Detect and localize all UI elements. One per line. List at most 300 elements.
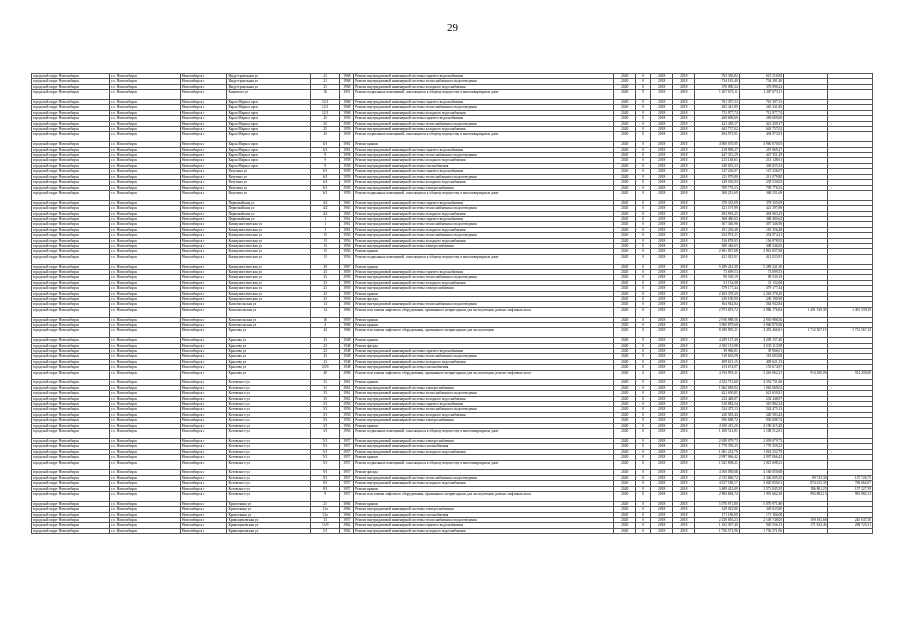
table-cell-y1: 2020: [614, 481, 636, 486]
table-cell-y1: 2020: [614, 249, 636, 254]
table-cell-city: г.о. Новосибирск: [110, 486, 181, 491]
table-cell-y2: 2018: [651, 79, 673, 84]
table-cell-cost: 156 878,95: [695, 238, 739, 243]
table-cell-year: 1957: [340, 486, 354, 491]
table-cell-works: Ремонт внутридомовой инженерной системы газоснабжения: [354, 163, 614, 168]
table-cell-city: г.о. Новосибирск: [110, 444, 181, 449]
table-cell-limit: 621 650,81: [739, 391, 783, 396]
table-cell-y3: 2018: [673, 449, 695, 454]
table-cell-y3: 2018: [673, 343, 695, 348]
table-cell-district: городской округ Новосибирск: [32, 317, 110, 322]
table-cell-year: 1956: [340, 243, 354, 248]
table-cell-v1: 0: [636, 343, 651, 348]
table-cell-district: городской округ Новосибирск: [32, 185, 110, 190]
table-cell-city: г.о. Новосибирск: [110, 142, 181, 147]
table-cell-v1: 0: [636, 486, 651, 491]
table-cell-y2: 2018: [651, 486, 673, 491]
table-cell-year: 1956: [340, 238, 354, 243]
table-cell-year: 1961: [340, 227, 354, 232]
table-cell-works: Ремонт внутридомовой инженерной системы электроснабжения: [354, 286, 614, 291]
table-cell-y1: 2020: [614, 317, 636, 322]
table-cell-y2: 2018: [651, 475, 673, 480]
table-cell-works: Ремонт крыши: [354, 380, 614, 385]
table-cell-y2: 2018: [651, 512, 673, 517]
table-cell-district: городской округ Новосибирск: [32, 354, 110, 359]
table-cell-settlement: Новосибирск г: [180, 84, 226, 89]
table-cell-limit: 1 207 673,11: [739, 90, 783, 100]
table-cell-house: 5/1: [310, 438, 340, 443]
table-cell-city: г.о. Новосибирск: [110, 317, 181, 322]
table-cell-y3: 2018: [673, 153, 695, 158]
table-cell-limit: 147 236,07: [739, 169, 783, 174]
table-cell-y2: 2018: [651, 211, 673, 216]
table-cell-city: г.о. Новосибирск: [110, 153, 181, 158]
table-cell-limit: 2 961 837,68: [739, 249, 783, 254]
table-cell-city: г.о. Новосибирск: [110, 418, 181, 423]
table-cell-y1: 2020: [614, 407, 636, 412]
table-cell-v1: 0: [636, 517, 651, 522]
table-cell-y3: 2018: [673, 158, 695, 163]
table-cell-works: Ремонт внутридомовой инженерной системы горячего водоснабжения: [354, 216, 614, 221]
table-cell-limit: 615 310,85: [739, 74, 783, 79]
table-cell-v1: 0: [636, 407, 651, 412]
table-cell-works: Ремонт внутридомовой инженерной системы горячего водоснабжения: [354, 402, 614, 407]
table-cell-year: 1958: [340, 163, 354, 168]
table-cell-y1: 2020: [614, 354, 636, 359]
table-cell-street: Карла Маркса прсп: [227, 127, 310, 132]
table-cell-district: городской округ Новосибирск: [32, 412, 110, 417]
table-cell-house: 3/1: [310, 407, 340, 412]
table-cell-house: 1: [310, 227, 340, 232]
table-cell-year: 1948: [340, 354, 354, 359]
table-cell-cost: 1 770 359,23: [695, 444, 739, 449]
table-cell-y1: 2020: [614, 380, 636, 385]
table-cell-y1: 2020: [614, 338, 636, 343]
table-cell-y3: 2018: [673, 438, 695, 443]
table-cell-city: г.о. Новосибирск: [110, 190, 181, 200]
table-cell-works: Ремонт внутридомовой инженерной системы теплоснабжения и водоотведения: [354, 153, 614, 158]
table-cell-city: г.о. Новосибирск: [110, 280, 181, 285]
table-cell-y2: 2018: [651, 354, 673, 359]
table-cell-district: городской округ Новосибирск: [32, 429, 110, 439]
table-cell-works: Ремонт крыши: [354, 249, 614, 254]
table-cell-works: Ремонт внутридомовой инженерной системы газоснабжения: [354, 365, 614, 370]
table-cell-district: городской округ Новосибирск: [32, 200, 110, 205]
table-cell-v1: 0: [636, 227, 651, 232]
table-cell-y2: 2018: [651, 338, 673, 343]
table-cell-house: 25: [310, 127, 340, 132]
table-cell-limit: 329 025,80: [739, 507, 783, 512]
table-cell-v1: 0: [636, 254, 651, 264]
table-cell-street: Первомайская ул: [227, 211, 310, 216]
table-cell-house: 9: [310, 153, 340, 158]
table-cell-v1: 0: [636, 402, 651, 407]
table-cell-y2: 2018: [651, 365, 673, 370]
table-cell-y3: 2018: [673, 455, 695, 460]
table-cell-settlement: Новосибирск г: [180, 190, 226, 200]
table-cell-settlement: Новосибирск г: [180, 412, 226, 417]
table-cell-district: городской округ Новосибирск: [32, 169, 110, 174]
table-cell-year: 1959: [340, 275, 354, 280]
table-cell-year: 1959: [340, 280, 354, 285]
table-cell-y3: 2018: [673, 275, 695, 280]
table-cell-v1: 0: [636, 412, 651, 417]
table-cell-extra2: 1 491 339,39: [828, 307, 873, 317]
table-cell-extra1: 89 723,30: [784, 475, 828, 480]
table-cell-y3: 2018: [673, 517, 695, 522]
table-cell-settlement: Новосибирск г: [180, 286, 226, 291]
table-cell-street: Котовского ул: [227, 396, 310, 401]
table-cell-district: городской округ Новосибирск: [32, 418, 110, 423]
table-cell-y1: 2020: [614, 402, 636, 407]
table-cell-city: г.о. Новосибирск: [110, 185, 181, 190]
table-cell-works: Ремонт крыши: [354, 323, 614, 328]
table-cell-y3: 2018: [673, 412, 695, 417]
table-cell-cost: 230 190,90: [695, 297, 739, 302]
table-cell-house: 29: [310, 264, 340, 269]
table-cell-limit: 90 530,19: [739, 275, 783, 280]
table-cell-extra2: [828, 429, 873, 439]
table-cell-y3: 2018: [673, 100, 695, 105]
table-cell-v1: 0: [636, 100, 651, 105]
table-cell-city: г.о. Новосибирск: [110, 470, 181, 475]
table-cell-y2: 2018: [651, 142, 673, 147]
table-cell-y3: 2018: [673, 174, 695, 179]
table-cell-year: 1966: [340, 307, 354, 317]
table-cell-works: Ремонт внутридомовой инженерной системы горячего водоснабжения: [354, 116, 614, 121]
table-cell-extra1: 171 623,46: [784, 523, 828, 528]
table-cell-v1: 0: [636, 460, 651, 470]
table-cell-district: городской округ Новосибирск: [32, 391, 110, 396]
table-cell-v1: 0: [636, 127, 651, 132]
table-cell-y3: 2018: [673, 528, 695, 533]
table-cell-settlement: Новосибирск г: [180, 402, 226, 407]
table-cell-district: городской округ Новосибирск: [32, 486, 110, 491]
table-cell-y3: 2018: [673, 418, 695, 423]
table-cell-street: Котовского ул: [227, 429, 310, 439]
table-cell-house: 3/1: [310, 412, 340, 417]
table-cell-street: Котовского ул: [227, 449, 310, 454]
table-cell-city: г.о. Новосибирск: [110, 507, 181, 512]
table-cell-y2: 2018: [651, 286, 673, 291]
table-cell-cost: 711 977,74: [695, 110, 739, 115]
table-cell-cost: 709 776,53: [695, 185, 739, 190]
table-cell-limit: 39 966,01: [739, 349, 783, 354]
table-cell-house: 40: [310, 370, 340, 380]
table-cell-year: 1966: [340, 512, 354, 517]
table-cell-y2: 2018: [651, 90, 673, 100]
table-cell-district: городской округ Новосибирск: [32, 142, 110, 147]
table-cell-city: г.о. Новосибирск: [110, 517, 181, 522]
table-cell-y1: 2020: [614, 238, 636, 243]
table-cell-works: Ремонт подвальных помещений, относящихся к общему имуществу в многоквартирном доме: [354, 190, 614, 200]
table-cell-settlement: Новосибирск г: [180, 147, 226, 152]
table-cell-cost: 378 335,09: [695, 200, 739, 205]
table-cell-limit: 368 251,69: [739, 190, 783, 200]
table-cell-cost: 1 756 571,96: [695, 528, 739, 533]
table-cell-street: Индустриальная ул: [227, 79, 310, 84]
table-cell-settlement: Новосибирск г: [180, 380, 226, 385]
table-cell-year: 1968: [340, 100, 354, 105]
table-cell-settlement: Новосибирск г: [180, 74, 226, 79]
table-cell-v1: 0: [636, 243, 651, 248]
table-cell-cost: 73 699,53: [695, 269, 739, 274]
table-cell-limit: 956 688,72: [739, 418, 783, 423]
table-cell-district: городской округ Новосибирск: [32, 206, 110, 211]
table-cell-year: 1961: [340, 385, 354, 390]
table-cell-y3: 2018: [673, 475, 695, 480]
table-cell-y1: 2020: [614, 206, 636, 211]
table-cell-street: Котовского ул: [227, 444, 310, 449]
table-cell-limit: 494 973,91: [739, 132, 783, 142]
table-cell-house: 25: [310, 116, 340, 121]
table-cell-y2: 2018: [651, 444, 673, 449]
table-cell-street: Коммунистическая ул: [227, 275, 310, 280]
table-cell-works: Ремонт внутридомовой инженерной системы холодного водоснабжения: [354, 110, 614, 115]
table-cell-y1: 2020: [614, 365, 636, 370]
table-cell-house: 23: [310, 359, 340, 364]
table-cell-year: 1968: [340, 79, 354, 84]
table-cell-y1: 2020: [614, 158, 636, 163]
table-cell-y3: 2018: [673, 142, 695, 147]
table-cell-limit: 3 263 862,21: [739, 370, 783, 380]
table-cell-v1: 0: [636, 444, 651, 449]
table-cell-house: 13: [310, 517, 340, 522]
table-cell-house: 15: [310, 254, 340, 264]
table-cell-cost: 1 062 069,02: [695, 385, 739, 390]
table-cell-house: 5/1: [310, 460, 340, 470]
table-cell-district: городской округ Новосибирск: [32, 233, 110, 238]
table-cell-cost: 368 251,69: [695, 190, 739, 200]
table-cell-extra2: [828, 460, 873, 470]
table-cell-house: 5/1: [310, 444, 340, 449]
table-cell-works: Ремонт внутридомовой инженерной системы холодного водоснабжения: [354, 449, 614, 454]
table-cell-works: Ремонт внутридомовой инженерной системы холодного водоснабжения: [354, 528, 614, 533]
table-cell-city: г.о. Новосибирск: [110, 449, 181, 454]
table-cell-city: г.о. Новосибирск: [110, 269, 181, 274]
table-row: [32, 254, 873, 264]
table-cell-v1: 0: [636, 359, 651, 364]
table-cell-city: г.о. Новосибирск: [110, 105, 181, 110]
table-cell-cost: 447 351,29: [695, 153, 739, 158]
table-cell-v1: 0: [636, 438, 651, 443]
table-cell-y3: 2018: [673, 291, 695, 296]
table-cell-year: 1956: [340, 249, 354, 254]
table-cell-y3: 2018: [673, 359, 695, 364]
table-cell-v1: 0: [636, 449, 651, 454]
table-cell-district: городской округ Новосибирск: [32, 264, 110, 269]
table-cell-limit: 240 583,44: [739, 412, 783, 417]
table-cell-cost: 265 341,85: [695, 105, 739, 110]
table-cell-works: Ремонт внутридомовой инженерной системы холодного водоснабжения: [354, 127, 614, 132]
table-cell-y1: 2020: [614, 100, 636, 105]
table-cell-street: Карла Маркса прсп: [227, 142, 310, 147]
table-cell-y2: 2018: [651, 370, 673, 380]
table-cell-y1: 2020: [614, 132, 636, 142]
table-cell-city: г.о. Новосибирск: [110, 460, 181, 470]
table-cell-extra2: 1 712 567,15: [828, 328, 873, 338]
table-cell-limit: 230 190,90: [739, 297, 783, 302]
table-cell-city: г.о. Новосибирск: [110, 286, 181, 291]
table-cell-extra1: 186 881,25: [784, 486, 828, 491]
table-cell-works: Ремонт или замена лифтового оборудования, признанного непригодным для эксплуатации, ремонт лифтовых шахт: [354, 370, 614, 380]
table-cell-street: Карла Маркса прсп: [227, 121, 310, 126]
table-cell-limit: 421 023,91: [739, 254, 783, 264]
table-cell-district: городской округ Новосибирск: [32, 501, 110, 506]
table-cell-house: 6/1: [310, 180, 340, 185]
table-cell-street: Котовского ул: [227, 460, 310, 470]
table-cell-extra2: [828, 190, 873, 200]
table-cell-limit: 156 878,95: [739, 238, 783, 243]
table-cell-cost: 2 250 816,23: [695, 517, 739, 522]
table-cell-y3: 2018: [673, 380, 695, 385]
table-cell-settlement: Новосибирск г: [180, 238, 226, 243]
table-cell-works: Ремонт внутридомовой инженерной системы электроснабжения: [354, 185, 614, 190]
table-cell-district: городской округ Новосибирск: [32, 523, 110, 528]
table-row: [32, 460, 873, 470]
table-cell-house: 23: [310, 338, 340, 343]
table-cell-v1: 0: [636, 84, 651, 89]
table-cell-works: Ремонт внутридомовой инженерной системы теплоснабжения и водоотведения: [354, 121, 614, 126]
table-cell-street: Котовского ул: [227, 407, 310, 412]
table-cell-y1: 2020: [614, 438, 636, 443]
table-cell-house: 23: [310, 275, 340, 280]
table-cell-cost: 4 194 993,21: [695, 370, 739, 380]
table-cell-v1: 0: [636, 132, 651, 142]
table-cell-extra1: [784, 90, 828, 100]
table-cell-v1: 0: [636, 185, 651, 190]
table-cell-y1: 2020: [614, 328, 636, 338]
table-cell-house: 5/1: [310, 528, 340, 533]
table-cell-house: 23: [310, 354, 340, 359]
table-cell-v1: 0: [636, 501, 651, 506]
table-cell-district: городской округ Новосибирск: [32, 280, 110, 285]
table-cell-street: Коммунистическая ул: [227, 286, 310, 291]
table-cell-works: Ремонт или замена лифтового оборудования, признанного непригодным для эксплуатации: [354, 328, 614, 338]
table-cell-district: городской округ Новосибирск: [32, 222, 110, 227]
table-cell-limit: 761 397,33: [739, 100, 783, 105]
table-cell-city: г.о. Новосибирск: [110, 438, 181, 443]
table-cell-y3: 2018: [673, 423, 695, 428]
table-cell-v1: 0: [636, 307, 651, 317]
table-cell-settlement: Новосибирск г: [180, 153, 226, 158]
table-cell-street: Крылова ул: [227, 359, 310, 364]
table-cell-y2: 2018: [651, 470, 673, 475]
table-cell-settlement: Новосибирск г: [180, 280, 226, 285]
table-cell-year: 1958: [340, 158, 354, 163]
table-cell-year: 1959: [340, 132, 354, 142]
table-cell-y3: 2018: [673, 317, 695, 322]
table-cell-street: Коммунистическая ул: [227, 291, 310, 296]
table-cell-year: 1957: [340, 470, 354, 475]
table-cell-limit: 265 341,85: [739, 105, 783, 110]
table-cell-cost: 421 439,17: [695, 121, 739, 126]
table-cell-y3: 2018: [673, 206, 695, 211]
table-cell-settlement: Новосибирск г: [180, 444, 226, 449]
table-cell-works: Ремонт внутридомовой инженерной системы электроснабжения: [354, 507, 614, 512]
table-cell-y2: 2018: [651, 380, 673, 385]
table-cell-y3: 2018: [673, 280, 695, 285]
table-cell-works: Ремонт или замена лифтового оборудования, признанного непригодным для эксплуатации, ремонт лифтовых шахт: [354, 307, 614, 317]
table-cell-city: г.о. Новосибирск: [110, 222, 181, 227]
table-cell-settlement: Новосибирск г: [180, 127, 226, 132]
table-cell-house: 6/1: [310, 174, 340, 179]
table-cell-y3: 2018: [673, 523, 695, 528]
table-cell-street: Крылова ул: [227, 349, 310, 354]
table-cell-city: г.о. Новосибирск: [110, 302, 181, 307]
table-cell-limit: 734 181,40: [739, 79, 783, 84]
table-cell-works: Ремонт крыши: [354, 486, 614, 491]
table-cell-district: городской округ Новосибирск: [32, 249, 110, 254]
table-cell-year: 1957: [340, 460, 354, 470]
table-cell-settlement: Новосибирск г: [180, 142, 226, 147]
table-cell-works: Ремонт внутридомовой инженерной системы горячего водоснабжения: [354, 147, 614, 152]
table-cell-y3: 2018: [673, 90, 695, 100]
table-cell-v1: 0: [636, 147, 651, 152]
table-cell-v1: 0: [636, 380, 651, 385]
table-cell-y2: 2018: [651, 216, 673, 221]
table-cell-y2: 2018: [651, 407, 673, 412]
table-cell-house: 23: [310, 343, 340, 348]
table-cell-year: 1959: [340, 121, 354, 126]
table-cell-district: городской округ Новосибирск: [32, 481, 110, 486]
table-cell-y3: 2018: [673, 121, 695, 126]
table-cell-y2: 2018: [651, 323, 673, 328]
table-cell-settlement: Новосибирск г: [180, 528, 226, 533]
table-cell-y1: 2020: [614, 412, 636, 417]
table-cell-v1: 0: [636, 174, 651, 179]
table-cell-v1: 0: [636, 233, 651, 238]
table-cell-y1: 2020: [614, 501, 636, 506]
table-cell-y2: 2018: [651, 418, 673, 423]
table-cell-cost: 213 148,61: [695, 158, 739, 163]
table-cell-v1: 0: [636, 370, 651, 380]
table-cell-v1: 0: [636, 338, 651, 343]
table-cell-v1: 0: [636, 222, 651, 227]
table-cell-extra2: 993 882,13: [828, 491, 873, 501]
table-cell-street: Крылова ул: [227, 370, 310, 380]
table-cell-extra2: 298 725,31: [828, 523, 873, 528]
table-cell-cost: 310 882,54: [695, 402, 739, 407]
table-cell-limit: 2 263 378,20: [739, 291, 783, 296]
table-cell-year: 1959: [340, 286, 354, 291]
table-cell-works: Ремонт внутридомовой инженерной системы холодного водоснабжения: [354, 180, 614, 185]
table-cell-works: Ремонт подвальных помещений, относящихся к общему имуществу в многоквартирном доме: [354, 429, 614, 439]
table-cell-extra2: [828, 132, 873, 142]
table-cell-v1: 0: [636, 396, 651, 401]
table-cell-works: Ремонт внутридомовой инженерной системы теплоснабжения и водоотведения: [354, 105, 614, 110]
table-cell-street: Первомайская ул: [227, 216, 310, 221]
table-cell-works: Ремонт или замена лифтового оборудования, признанного непригодным для эксплуатации, ремонт лифтовых шахт: [354, 491, 614, 501]
table-cell-y2: 2018: [651, 110, 673, 115]
table-cell-street: Котовского ул: [227, 475, 310, 480]
table-cell-district: городской округ Новосибирск: [32, 116, 110, 121]
table-cell-y1: 2020: [614, 254, 636, 264]
table-cell-house: 3/1: [310, 423, 340, 428]
table-cell-y1: 2020: [614, 444, 636, 449]
table-cell-house: 23: [310, 349, 340, 354]
table-cell-y3: 2018: [673, 169, 695, 174]
table-cell-v1: 0: [636, 475, 651, 480]
table-cell-y2: 2018: [651, 74, 673, 79]
table-cell-street: Коммунистическая ул: [227, 243, 310, 248]
table-cell-city: г.о. Новосибирск: [110, 396, 181, 401]
table-cell-y2: 2018: [651, 412, 673, 417]
table-cell-works: Ремонт подвальных помещений, относящихся к общему имуществу в многоквартирном доме: [354, 90, 614, 100]
table-cell-settlement: Новосибирск г: [180, 455, 226, 460]
table-cell-y3: 2018: [673, 507, 695, 512]
table-cell-y1: 2020: [614, 359, 636, 364]
